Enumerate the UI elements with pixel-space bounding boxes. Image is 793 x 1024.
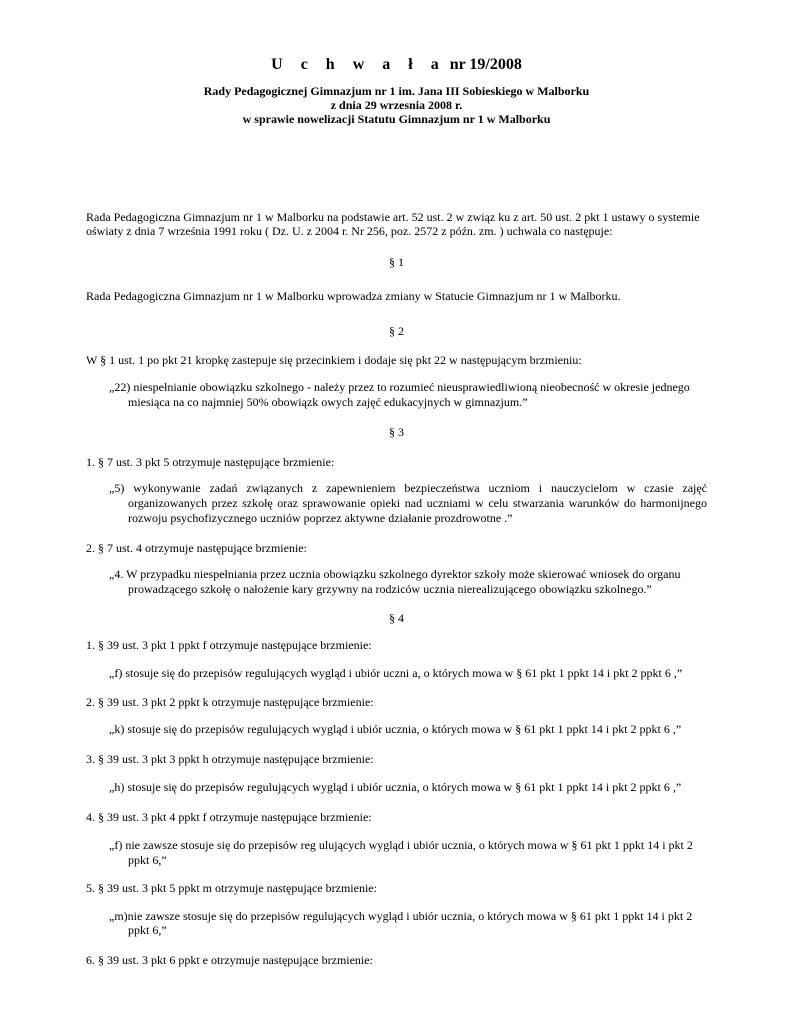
- section-2-quote-line-1: „22) niespełnianie obowiązku szkolnego - należy przez to rozumieć nieusprawiedliwioną nieobecność w okresie jednego: [109, 380, 690, 394]
- section-2-quote-line-2: miesiąca na co najmniej 50% obowiązk owych zajęć edukacyjnych w gimnazjum.”: [128, 395, 528, 409]
- subtitle-line-3: w sprawie nowelizacji Statutu Gimnazjum nr 1 w Malborku: [242, 112, 551, 126]
- section-3-item-2: 2. § 7 ust. 4 otrzymuje następujące brzmienie:: [86, 541, 307, 555]
- section-3-item-1-quote-line-3: rozwoju psychofizycznego uczniów poprzez aktywne działanie prozdrowotne .”: [128, 511, 513, 525]
- section-4-item-label: 1. § 39 ust. 3 pkt 1 ppkt f otrzymuje następujące brzmienie:: [86, 638, 372, 652]
- section-3-item-1-quote-line-1: „5) wykonywanie zadań związanych z zapewnieniem bezpieczeństwa uczniom i nauczycielom w czasie zajęć: [109, 481, 707, 495]
- section-4-item-quote-line-1: „f) nie zawsze stosuje się do przepisów reg ulujących wygląd i ubiór ucznia, o których mowa w § 61 pkt 1 ppkt 14 i pkt 2: [109, 838, 693, 852]
- section-4-item-quote-line-1: „h) stosuje się do przepisów regulujących wygląd i ubiór ucznia, o których mowa w § 61 pkt 1 ppkt 14 i pkt 2 ppkt 6 ,”: [109, 780, 682, 794]
- preamble-line-1: Rada Pedagogiczna Gimnazjum nr 1 w Malborku na podstawie art. 52 ust. 2 w związ ku z art. 50 ust. 2 pkt 1 ustawy o systemie: [86, 210, 700, 224]
- section-4-item-label: 3. § 39 ust. 3 pkt 3 ppkt h otrzymuje następujące brzmienie:: [86, 752, 374, 766]
- section-4-item-quote-line-2: ppkt 6,”: [128, 853, 167, 867]
- section-4-item-quote-line-1: „k) stosuje się do przepisów regulujących wygląd i ubiór ucznia, o których mowa w § 61 pkt 1 ppkt 14 i pkt 2 ppkt 6 ,”: [109, 722, 682, 736]
- section-3-item-1-quote-line-2: organizowanych przez szkołę oraz sprawowanie opieki nad uczniami w celu stwarzania warunków do harmonijnego: [128, 496, 707, 510]
- section-1-heading: § 1: [389, 255, 404, 269]
- section-4-item-label: 6. § 39 ust. 3 pkt 6 ppkt e otrzymuje następujące brzmienie:: [86, 953, 373, 967]
- section-3-item-2-quote-line-2: prowadzącego szkołę o nałożenie kary grzywny na rodziców ucznia nierealizującego obowiązku szkolnego.”: [128, 582, 652, 596]
- section-3-heading: § 3: [389, 425, 404, 439]
- title-word: U c h w a ł a: [271, 56, 446, 73]
- section-4-item-quote-line-1: „f) stosuje się do przepisów regulujących wygląd i ubiór uczni a, o których mowa w § 61 pkt 1 ppkt 14 i pkt 2 ppkt 6 ,”: [109, 666, 683, 680]
- section-3-item-2-quote-line-1: „4. W przypadku niespełniania przez ucznia obowiązku szkolnego dyrektor szkoły może skierować wniosek do organu: [109, 567, 681, 581]
- section-4-item-quote-line-2: ppkt 6,”: [128, 923, 167, 937]
- section-4-item-quote-line-1: „m)nie zawsze stosuje się do przepisów regulujących wygląd i ubiór ucznia, o których mowa w § 61 pkt 1 ppkt 14 i pkt 2: [109, 909, 693, 923]
- section-4-item-label: 5. § 39 ust. 3 pkt 5 ppkt m otrzymuje następujące brzmienie:: [86, 881, 377, 895]
- section-3-item-1: 1. § 7 ust. 3 pkt 5 otrzymuje następujące brzmienie:: [86, 455, 335, 469]
- section-4-item-label: 2. § 39 ust. 3 pkt 2 ppkt k otrzymuje następujące brzmienie:: [86, 695, 374, 709]
- section-1-text: Rada Pedagogiczna Gimnazjum nr 1 w Malborku wprowadza zmiany w Statucie Gimnazjum nr 1 w Malborku.: [86, 289, 621, 303]
- subtitle-line-1: Rady Pedagogicznej Gimnazjum nr 1 im. Jana III Sobieskiego w Malborku: [203, 84, 590, 98]
- preamble-line-2: oświaty z dnia 7 września 1991 roku ( Dz. U. z 2004 r. Nr 256, poz. 2572 z późn. zm. ) uchwala co następuje:: [86, 224, 613, 238]
- title-number: nr 19/2008: [449, 56, 522, 73]
- section-4-heading: § 4: [389, 611, 404, 625]
- section-2-intro: W § 1 ust. 1 po pkt 21 kropkę zastepuje się przecinkiem i dodaje się pkt 22 w następującym brzmieniu:: [86, 353, 582, 367]
- section-2-heading: § 2: [389, 324, 404, 338]
- subtitle-line-2: z dnia 29 wrzesnia 2008 r.: [330, 98, 463, 112]
- document-title: [0, 55, 793, 75]
- section-4-item-label: 4. § 39 ust. 3 pkt 4 ppkt f otrzymuje następujące brzmienie:: [86, 810, 372, 824]
